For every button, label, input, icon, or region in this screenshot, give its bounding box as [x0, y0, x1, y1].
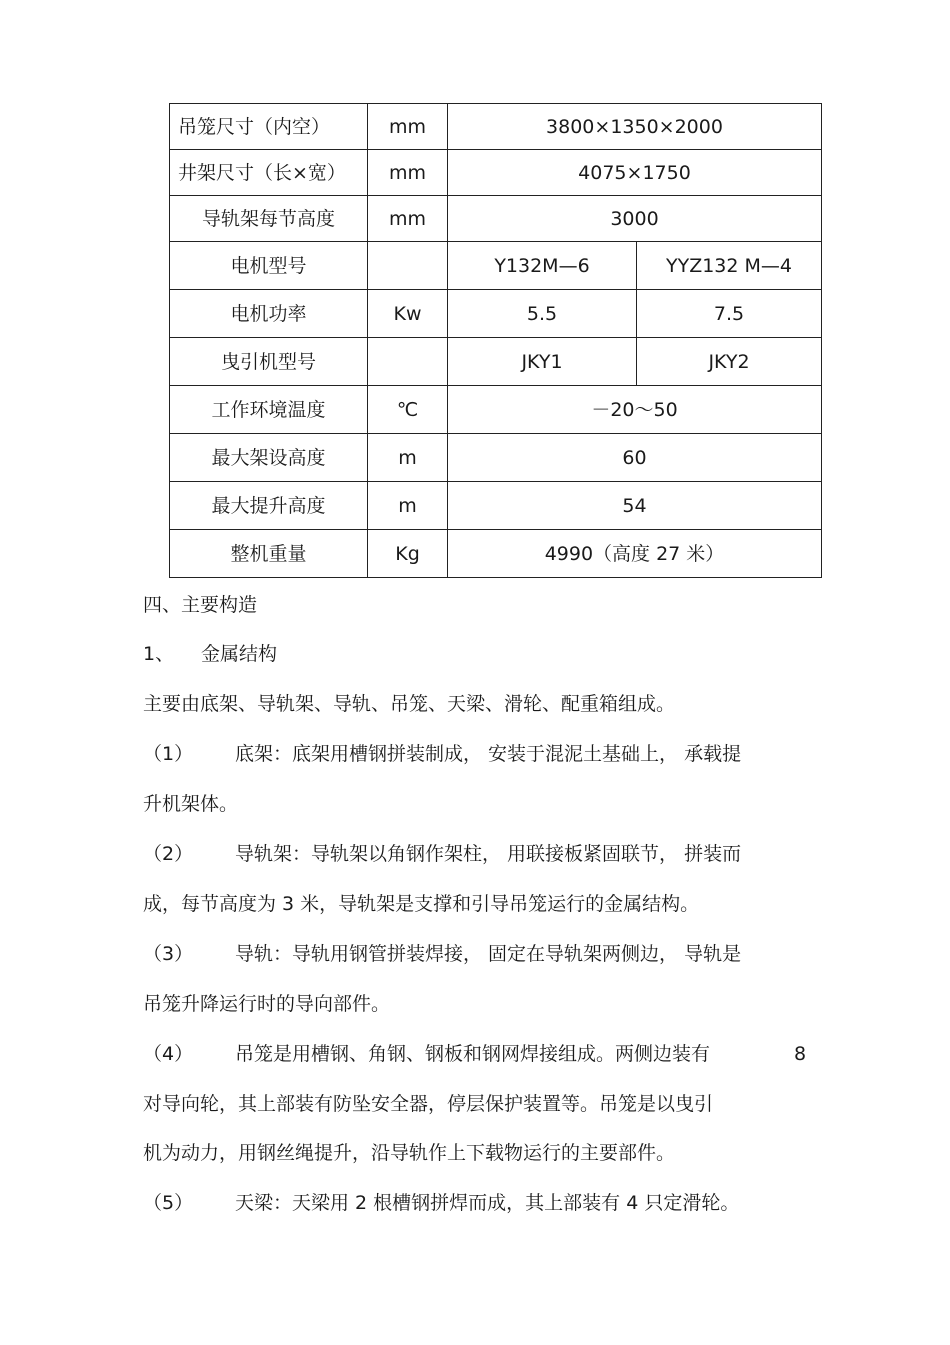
spec-name: 吊笼尺寸（内空） — [170, 104, 368, 150]
table-row — [170, 150, 822, 196]
spec-name: 整机重量 — [170, 530, 368, 578]
spec-name: 曳引机型号 — [170, 338, 368, 386]
list-item — [143, 842, 823, 866]
item-text: 导轨：导轨用钢管拼装焊接， 固定在导轨架两侧边， 导轨是 — [235, 943, 742, 965]
table-row — [170, 104, 822, 150]
subsection-number: 1、 — [143, 643, 175, 665]
list-item — [143, 742, 823, 766]
spec-table — [169, 103, 822, 578]
item-number: （3） — [143, 943, 194, 965]
table-row — [170, 434, 822, 482]
spec-value-a: Y132M—6 — [448, 242, 637, 290]
intro-paragraph: 主要由底架、导轨架、导轨、吊笼、天梁、滑轮、配重箱组成。 — [143, 693, 676, 715]
table-row — [170, 196, 822, 242]
spec-value-b: JKY2 — [637, 338, 822, 386]
spec-unit: Kg — [368, 530, 448, 578]
spec-value: 3000 — [448, 196, 822, 242]
spec-value-a: 5.5 — [448, 290, 637, 338]
spec-unit: ℃ — [368, 386, 448, 434]
spec-value: 60 — [448, 434, 822, 482]
spec-name: 井架尺寸（长×宽） — [170, 150, 368, 196]
item-text: 天梁：天梁用 2 根槽钢拼焊而成，其上部装有 4 只定滑轮。 — [235, 1192, 740, 1214]
spec-unit: mm — [368, 104, 448, 150]
spec-name: 导轨架每节高度 — [170, 196, 368, 242]
item-number: （2） — [143, 843, 194, 865]
subsection-heading — [143, 642, 823, 666]
spec-unit — [368, 338, 448, 386]
subsection-title: 金属结构 — [201, 643, 278, 665]
spec-unit: m — [368, 434, 448, 482]
spec-value-b: 7.5 — [637, 290, 822, 338]
spec-unit: m — [368, 482, 448, 530]
spec-unit: Kw — [368, 290, 448, 338]
item-continuation: 对导向轮，其上部装有防坠安全器，停层保护装置等。吊笼是以曳引 — [143, 1093, 714, 1115]
table-row — [170, 530, 822, 578]
spec-value: 4990（高度 27 米） — [448, 530, 822, 578]
spec-value-a: JKY1 — [448, 338, 637, 386]
item-text: 吊笼是用槽钢、角钢、钢板和钢网焊接组成。两侧边装有 — [235, 1043, 711, 1065]
list-item — [143, 942, 823, 966]
spec-name: 电机功率 — [170, 290, 368, 338]
spec-value: －20～50 — [448, 386, 822, 434]
item-text: 导轨架：导轨架以角钢作架柱， 用联接板紧固联节， 拼装而 — [235, 843, 742, 865]
table-row — [170, 338, 822, 386]
table-row — [170, 242, 822, 290]
item-number: （1） — [143, 743, 194, 765]
spec-unit — [368, 242, 448, 290]
spec-value: 54 — [448, 482, 822, 530]
spec-value: 4075×1750 — [448, 150, 822, 196]
table-row — [170, 290, 822, 338]
table-row — [170, 482, 822, 530]
spec-name: 最大架设高度 — [170, 434, 368, 482]
item-number: （4） — [143, 1043, 194, 1065]
spec-unit: mm — [368, 196, 448, 242]
spec-name: 工作环境温度 — [170, 386, 368, 434]
list-item — [143, 1191, 823, 1215]
spec-name: 电机型号 — [170, 242, 368, 290]
item-number: （5） — [143, 1192, 194, 1214]
spec-value: 3800×1350×2000 — [448, 104, 822, 150]
spec-value-b: YYZ132 M—4 — [637, 242, 822, 290]
item-continuation: 成，每节高度为 3 米，导轨架是支撑和引导吊笼运行的金属结构。 — [143, 893, 700, 915]
item-continuation: 吊笼升降运行时的导向部件。 — [143, 993, 391, 1015]
list-item — [143, 1042, 823, 1066]
item-continuation: 升机架体。 — [143, 793, 239, 815]
item-text-tail: 8 — [794, 1043, 807, 1065]
section-heading: 四、主要构造 — [143, 594, 258, 616]
spec-name: 最大提升高度 — [170, 482, 368, 530]
item-continuation: 机为动力，用钢丝绳提升，沿导轨作上下载物运行的主要部件。 — [143, 1142, 676, 1164]
table-row — [170, 386, 822, 434]
spec-unit: mm — [368, 150, 448, 196]
item-text: 底架：底架用槽钢拼装制成， 安装于混泥土基础上， 承载提 — [235, 743, 742, 765]
